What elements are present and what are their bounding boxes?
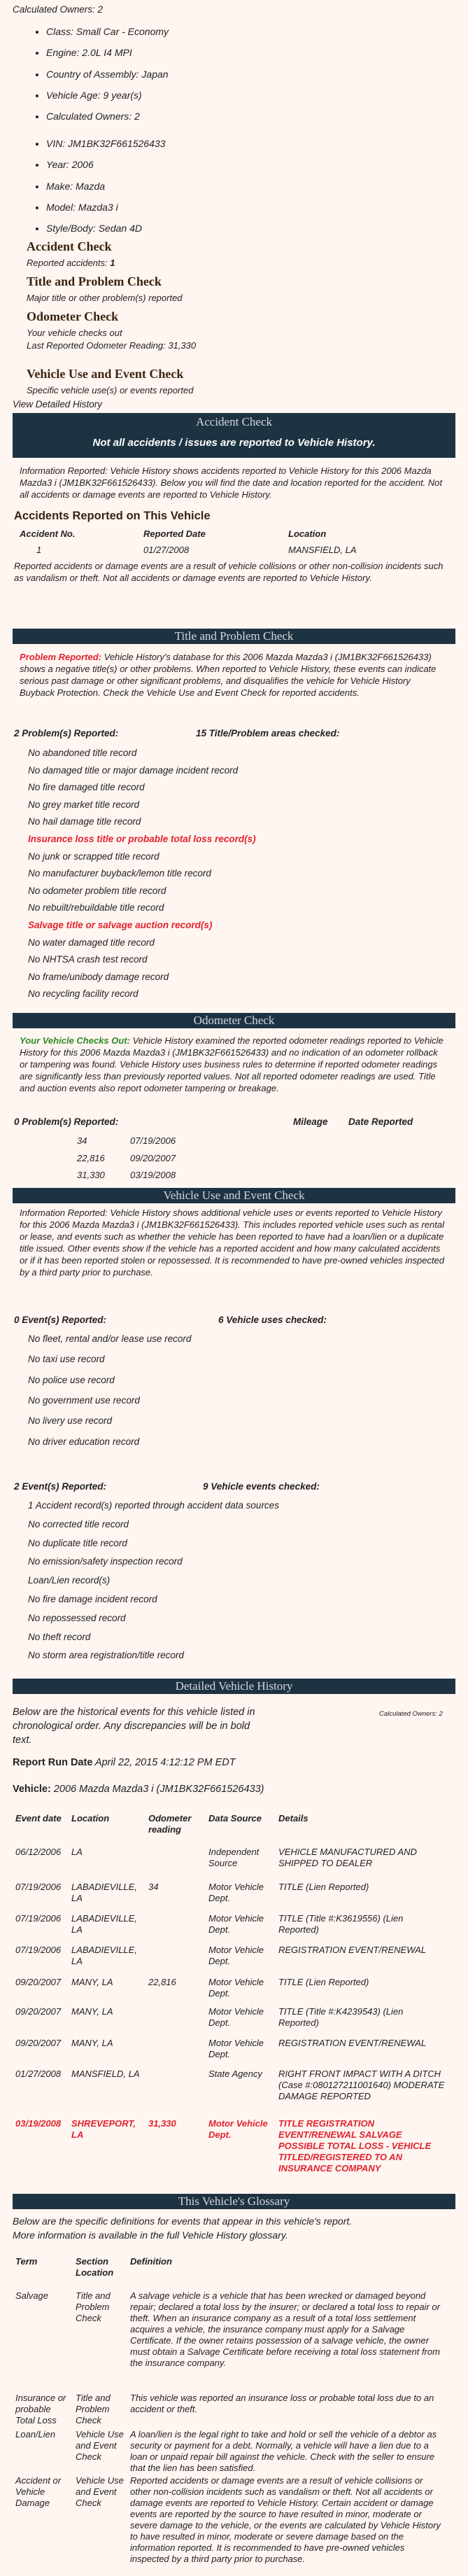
col-date-reported: Date Reported — [348, 1116, 413, 1127]
event-odometer: 31,330 — [148, 2118, 176, 2129]
event-location: LA — [71, 1847, 83, 1857]
event-details: TITLE REGISTRATION EVENT/RENEWAL SALVAGE POSSIBLE TOTAL LOSS - VEHICLE TITLED/REGISTERED TO AN INSURANCE COMPANY — [278, 2118, 432, 2174]
vehicle-identity-list — [14, 133, 466, 239]
odometer-check-title: Odometer Check — [27, 309, 119, 323]
event-details: TITLE (Lien Reported) — [278, 1977, 369, 1987]
glossary-section: Vehicle Use and Event Check — [76, 2429, 124, 2462]
event-location: SHREVEPORT, LA — [71, 2118, 136, 2140]
vehicle-event-record: 1 Accident record(s) reported through accident data sources — [28, 1500, 279, 1511]
accident-row-location: MANSFIELD, LA — [288, 545, 357, 555]
vehicle-specs-list — [14, 21, 466, 127]
last-odometer-reading: Last Reported Odometer Reading: 31,330 — [27, 340, 197, 351]
identity-item: • Make: Mazda — [46, 176, 466, 197]
vehicle-event-record: No repossessed record — [28, 1612, 126, 1623]
vehicle-event-record: No theft record — [28, 1631, 91, 1642]
vehicle-event-record: Loan/Lien record(s) — [28, 1575, 111, 1586]
col-details: Details — [278, 1813, 309, 1823]
glossary-definition: Reported accidents or damage events are a result of vehicle collisions or other non-collision incidents such as vandalism or theft. Not all accidents or damage events are reported to Vehicle History. Certain accident or damage events are reported by the source to have resulted in minor, moderate or severe damage to the vehicle, or the events are calculated by Vehicle History to have resulted in minor, moderate or severe damage based on the information reported. It is recommended to have pre-owned vehicles inspected by a third party prior to purchase. — [130, 2475, 441, 2564]
problem-record: No rebuilt/rebuildable title record — [28, 902, 164, 913]
problem-record: No hail damage title record — [28, 816, 141, 827]
glossary-term: Salvage — [15, 2290, 48, 2301]
problem-record: No odometer problem title record — [28, 885, 166, 896]
identity-item: • Style/Body: Sedan 4D — [46, 218, 466, 239]
odometer-checks-out: Your vehicle checks out — [27, 328, 122, 338]
event-source: Motor Vehicle Dept. — [208, 1913, 264, 1935]
detailed-intro: Below are the historical events for this vehicle listed in chronological order. Any discrepancies will be in bold text. — [13, 1707, 255, 1746]
odometer-date: 03/19/2008 — [130, 1170, 176, 1180]
spec-item: • Engine: 2.0L I4 MPI — [46, 42, 466, 63]
vehicle-event-record: No emission/safety inspection record — [28, 1556, 183, 1567]
col-definition: Definition — [130, 2256, 172, 2267]
col-accident-no: Accident No. — [20, 528, 76, 539]
problem-record: No recycling facility record — [28, 988, 139, 1000]
glossary-section: Title and Problem Check — [76, 2393, 111, 2426]
problem-record-flagged: Salvage title or salvage auction record(s) — [28, 920, 213, 930]
events-reported: 2 Event(s) Reported: — [14, 1481, 107, 1492]
col-mileage: Mileage — [293, 1116, 328, 1127]
accidents-reported-title: Accidents Reported on This Vehicle — [14, 510, 211, 522]
vehicle-event-record: No storm area registration/title record — [28, 1650, 184, 1661]
reported-accidents: Reported accidents: 1 — [27, 258, 115, 268]
odometer-date: 09/20/2007 — [130, 1152, 176, 1163]
spec-item: • Class: Small Car - Economy — [46, 21, 466, 42]
vehicle-use-check-title: Vehicle Use and Event Check — [27, 367, 184, 381]
spec-item: • Country of Assembly: Japan — [46, 64, 466, 85]
event-date: 01/27/2008 — [15, 2068, 62, 2079]
uses-checked: 6 Vehicle uses checked: — [218, 1315, 327, 1325]
vehicle-use-record: No government use record — [28, 1394, 140, 1406]
event-location: LABADIEVILLE, LA — [71, 1882, 137, 1903]
col-reported-date: Reported Date — [143, 528, 206, 539]
odometer-info: Your Vehicle Checks Out: Vehicle History examined the reported odometer readings reported to Vehicle History for this 2006 Mazda Mazda3 i (JM1BK32F661526433) and no indication of an odometer rollback or tampering was found. Vehicle History uses business rules to determine if reported odometer readings are significantly less than previously reported values. Not all reported odometer readings are used. Title and auction events also report odometer tampering or breakage. — [20, 1035, 444, 1093]
identity-item: • Year: 2006 — [46, 154, 466, 175]
event-date: 07/19/2006 — [15, 1882, 62, 1892]
event-details: TITLE (Lien Reported) — [278, 1882, 369, 1892]
event-location: MANY, LA — [71, 1977, 113, 1987]
vehicle-use-record: No fleet, rental and/or lease use record — [28, 1334, 192, 1344]
problem-record: No junk or scrapped title record — [28, 850, 159, 862]
event-date: 09/20/2007 — [15, 2006, 62, 2017]
col-location: Location — [288, 528, 327, 539]
use-events-reported: 0 Event(s) Reported: — [14, 1315, 107, 1325]
accident-banner: Not all accidents / issues are reported to Vehicle History. — [92, 437, 376, 449]
glossary-term: Accident or Vehicle Damage — [15, 2475, 62, 2508]
accident-row-no: 1 — [36, 545, 42, 555]
event-date: 09/20/2007 — [15, 2038, 62, 2048]
glossary-term: Loan/Lien — [15, 2429, 56, 2440]
glossary-term: Insurance or probable Total Loss — [15, 2393, 66, 2426]
report-run-date: Report Run Date April 22, 2015 4:12:12 PM EDT — [13, 1757, 236, 1768]
problem-record: No water damaged title record — [28, 937, 155, 948]
accident-check-header: Accident Check Not all accidents / issues are reported to Vehicle History. — [13, 413, 455, 458]
problem-record: No manufacturer buyback/lemon title record — [28, 868, 211, 879]
col-data-source: Data Source — [208, 1813, 262, 1823]
glossary-intro: Below are the specific definitions for events that appear in this vehicle's report. — [13, 2216, 353, 2227]
event-source: Motor Vehicle Dept. — [208, 2006, 264, 2028]
event-date: 09/20/2007 — [15, 1977, 62, 1987]
spec-item: • Vehicle Age: 9 year(s) — [46, 85, 466, 106]
problem-record: No fire damaged title record — [28, 782, 145, 793]
accident-info: Information Reported: Vehicle History shows accidents reported to Vehicle History for this 2006 Mazda Mazda3 i (JM1BK32F661526433). Below you will find the date and location reported for the accident. Not all accidents or damage events are reported to Vehicle History. — [20, 465, 443, 500]
glossary-definition: A salvage vehicle is a vehicle that has been wrecked or damaged beyond repair; declared a total loss by the insurer; or declared a total loss to repair or theft. When an insurance company as a result of a total loss settlement acquires a vehicle, the insurance company must apply for a Salvage Certificate. If the owner retains possession of a salvage vehicle, the owner must obtain a Salvage Certificate before receiving a total loss statement from the insurance company. — [130, 2290, 440, 2368]
event-source: Independent Source — [208, 1847, 260, 1868]
glossary-link[interactable]: More information is available in the full Vehicle History glossary. — [13, 2230, 288, 2241]
title-problem-header: Title and Problem Check — [13, 629, 455, 644]
event-details: TITLE (Title #:K3619556) (Lien Reported) — [278, 1913, 404, 1935]
col-event-date: Event date — [15, 1813, 62, 1823]
odometer-mileage: 22,816 — [77, 1152, 105, 1163]
event-source: Motor Vehicle Dept. — [208, 2038, 264, 2059]
event-source: Motor Vehicle Dept. — [208, 1977, 264, 1998]
odometer-check-header: Odometer Check — [13, 1013, 455, 1028]
event-location: MANY, LA — [71, 2038, 113, 2048]
odometer-problems-reported: 0 Problem(s) Reported: — [14, 1116, 119, 1127]
glossary-header: This Vehicle's Glossary — [13, 2194, 455, 2209]
problem-record: No frame/unibody damage record — [28, 971, 169, 982]
event-details: REGISTRATION EVENT/RENEWAL — [278, 1945, 427, 1955]
vehicle-use-record: No taxi use record — [28, 1354, 105, 1365]
problem-record-flagged: Insurance loss title or probable total loss record(s) — [28, 834, 256, 844]
vehicle-event-record: No corrected title record — [28, 1518, 129, 1530]
identity-item: • VIN: JM1BK32F661526433 — [46, 133, 466, 154]
event-location: MANSFIELD, LA — [71, 2068, 140, 2079]
event-source: Motor Vehicle Dept. — [208, 1882, 264, 1903]
vehicle-use-record: No police use record — [28, 1374, 115, 1385]
vehicle-use-record: No livery use record — [28, 1415, 113, 1427]
event-date: 07/19/2006 — [15, 1913, 62, 1924]
col-term: Term — [15, 2256, 38, 2267]
event-odometer: 22,816 — [148, 1977, 176, 1987]
glossary-section: Vehicle Use and Event Check — [76, 2475, 124, 2508]
spec-item: • Calculated Owners: 2 — [46, 106, 466, 127]
glossary-definition: This vehicle was reported an insurance loss or probable total loss due to an accident or theft. — [130, 2393, 434, 2414]
event-details: REGISTRATION EVENT/RENEWAL — [278, 2038, 427, 2048]
event-location: LABADIEVILLE, LA — [71, 1945, 137, 1966]
title-problems-reported: 2 Problem(s) Reported: — [14, 728, 119, 738]
title-problem-summary: Major title or other problem(s) reported — [27, 293, 183, 303]
event-details: RIGHT FRONT IMPACT WITH A DITCH (Case #:080127211001640) MODERATE DAMAGE REPORTED — [278, 2068, 445, 2101]
vehicle-use-info: Information Reported: Vehicle History shows additional vehicle uses or events reported to Vehicle History for this 2006 Mazda Mazda3 i (JM1BK32F661526433). This includes reported vehicle uses such as rental or lease, and events such as whether the vehicle has been reported to have had a loan/lien or a duplicate title issued. Other events show if the vehicle has a reported accident and how many calculated accidents or if it has been reported stolen or repossessed. It is recommended to have pre-owned vehicles inspected by a third party prior to purchase. — [20, 1208, 445, 1278]
event-odometer: 34 — [148, 1882, 159, 1892]
odometer-mileage: 31,330 — [77, 1170, 105, 1180]
vehicle-use-summary: Specific vehicle use(s) or events reported — [27, 385, 194, 396]
event-date: 06/12/2006 — [15, 1847, 62, 1857]
problem-record: No NHTSA crash test record — [28, 954, 148, 965]
vehicle-event-record: No fire damage incident record — [28, 1594, 157, 1604]
event-date: 07/19/2006 — [15, 1945, 62, 1955]
accident-note: Reported accidents or damage events are a result of vehicle collisions or other non-collision incidents such as vandalism or theft. Not all accidents or damage events are reported to Vehicle History. — [14, 561, 444, 583]
event-source: State Agency — [208, 2068, 262, 2079]
problem-record: No grey market title record — [28, 799, 140, 810]
event-details: TITLE (Title #:K4239543) (Lien Reported) — [278, 2006, 404, 2028]
title-problem-check-title: Title and Problem Check — [27, 274, 162, 288]
event-date: 03/19/2008 — [15, 2118, 62, 2129]
calculated-owners-top: Calculated Owners: 2 — [13, 4, 104, 15]
vehicle-use-record: No driver education record — [28, 1436, 140, 1447]
vehicle-use-header: Vehicle Use and Event Check — [13, 1188, 455, 1203]
problem-record: No damaged title or major damage incident record — [28, 764, 239, 776]
col-odometer-reading: Odometer reading — [148, 1813, 192, 1835]
identity-item: • Model: Mazda3 i — [46, 197, 466, 218]
event-location: MANY, LA — [71, 2006, 113, 2017]
events-checked: 9 Vehicle events checked: — [203, 1481, 320, 1492]
title-areas-checked: 15 Title/Problem areas checked: — [196, 728, 340, 738]
odometer-date: 07/19/2006 — [130, 1135, 176, 1146]
odometer-mileage: 34 — [77, 1135, 87, 1146]
vehicle-event-record: No duplicate title record — [28, 1537, 127, 1548]
problem-record: No abandoned title record — [28, 748, 137, 758]
accident-check-title: Accident Check — [27, 239, 112, 253]
event-source: Motor Vehicle Dept. — [208, 2118, 268, 2140]
col-section-location: Section Location — [76, 2256, 114, 2278]
glossary-definition: A loan/lien is the legal right to take and hold or sell the vehicle of a debtor as security or payment for a debt. Normally, a vehicle will have a lien due to a loan or unpaid repair bill against the vehicle. Check with the seller to ensure that the lien has been satisfied. — [130, 2429, 437, 2473]
detailed-calculated-owners: Calculated Owners: 2 — [379, 1710, 443, 1718]
title-problem-info: Problem Reported: Vehicle History's database for this 2006 Mazda Mazda3 i (JM1BK32F661526433) shows a negative title(s) or other problems. When reported to Vehicle History, these events can indicate serious past damage or other significant problems, and disqualifies the vehicle for Vehicle History Buyback Protection. Check the Vehicle Use and Event Check for reported accidents. — [20, 652, 437, 698]
detailed-history-header: Detailed Vehicle History — [13, 1679, 455, 1694]
view-detailed-history-link[interactable]: View Detailed History — [13, 399, 103, 410]
col-event-location: Location — [71, 1813, 110, 1823]
event-details: VEHICLE MANUFACTURED AND SHIPPED TO DEALER — [278, 1847, 417, 1868]
glossary-section: Title and Problem Check — [76, 2290, 111, 2323]
vehicle-line: Vehicle: 2006 Mazda Mazda3 i (JM1BK32F661526433) — [13, 1784, 264, 1795]
event-source: Motor Vehicle Dept. — [208, 1945, 264, 1966]
accident-row-date: 01/27/2008 — [143, 545, 190, 555]
event-location: LABADIEVILLE, LA — [71, 1913, 137, 1935]
